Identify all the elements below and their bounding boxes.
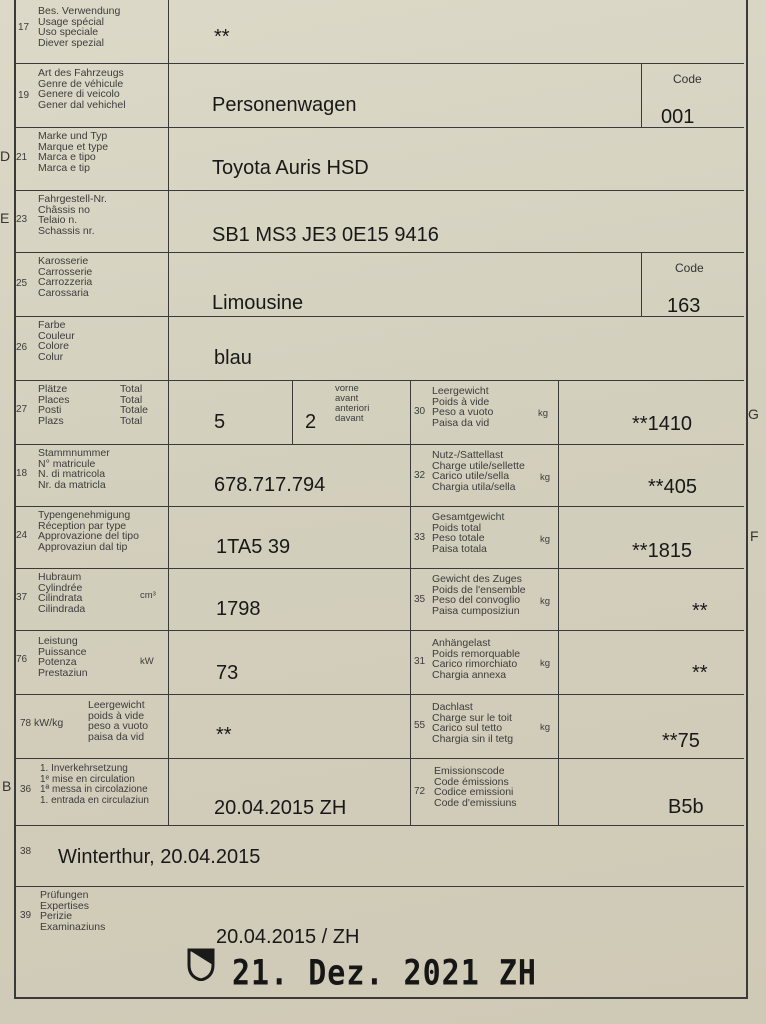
section-letter: G <box>748 406 759 422</box>
roof-load-value: **75 <box>662 730 700 752</box>
field-number: 24 <box>16 530 28 541</box>
row-divider <box>16 568 744 569</box>
power-value: 73 <box>216 662 239 684</box>
code-label: Code <box>673 72 702 86</box>
field-label-master-number: Stammnummer N° matricule N. di matricola Nr. da matricla <box>38 447 110 491</box>
code-label: Code <box>675 261 704 275</box>
row-divider <box>16 886 744 887</box>
field-number: 27 <box>16 404 28 415</box>
field-number: 21 <box>16 152 28 163</box>
first-registration-value: 20.04.2015 ZH <box>214 797 347 819</box>
code-column-divider <box>641 252 642 316</box>
kw-per-kg-label: kW/kg <box>34 717 64 729</box>
field-label-body: Karosserie Carrosserie Carrozzeria Carossaria <box>38 255 93 299</box>
field-label-emission-code: Emissionscode Code émissions Codice emissioni Code d'emissiuns <box>434 765 517 809</box>
color-value: blau <box>214 347 252 369</box>
field-label-train-weight: Gewicht des Zuges Poids de l'ensemble Peso del convoglio Paisa cumposiziun <box>432 573 526 617</box>
power-to-weight-value: ** <box>216 724 232 746</box>
field-label-payload: Nutz-/Sattellast Charge utile/sellette Carico utile/sella Chargia utila/sella <box>432 449 525 493</box>
seats-total-value: 5 <box>214 411 226 433</box>
field-number: 36 <box>20 784 32 795</box>
seats-divider <box>292 380 293 444</box>
make-model-value: Toyota Auris HSD <box>212 157 369 179</box>
field-label-first-registration: 1. Inverkehrsetzung 1ᵉ mise en circulation 1ª messa in circolazione 1. entrada en circulaziun <box>40 763 149 806</box>
unit-kg: kg <box>538 408 549 419</box>
vehicle-type-code: 001 <box>661 106 695 128</box>
unit-kg: kg <box>540 472 551 483</box>
section-letter: F <box>750 528 759 544</box>
row-divider <box>16 506 744 507</box>
row-divider <box>16 694 744 695</box>
field-number: 19 <box>18 90 30 101</box>
unit-kg: kg <box>540 722 551 733</box>
towing-load-value: ** <box>692 662 708 684</box>
inspection-stamp: 21. Dez. 2021 ZH <box>232 953 537 994</box>
field-label-color: Farbe Couleur Colore Colur <box>38 319 75 363</box>
body-code: 163 <box>667 295 701 317</box>
payload-value: **405 <box>648 476 697 498</box>
canton-shield-icon <box>186 947 216 981</box>
vehicle-type-value: Personenwagen <box>212 94 357 116</box>
unit-kw: kW <box>140 656 154 667</box>
field-label-usage: Bes. Verwendung Usage spécial Uso speciale Diever spezial <box>38 5 121 49</box>
usage-value: ** <box>214 26 230 48</box>
field-label-inspections: Prüfungen Expertises Perizie Examinaziuns <box>40 889 106 933</box>
row-divider <box>16 630 744 631</box>
body-value: Limousine <box>212 292 304 314</box>
field-label-curb-weight: Leergewicht Poids à vide Peso a vuoto Paisa da vid <box>432 385 494 429</box>
field-label-roof-load: Dachlast Charge sur le toit Carico sul tetto Chargia sin il tetg <box>432 701 514 745</box>
seats-front-value: 2 <box>305 411 317 433</box>
label-column-divider <box>168 0 169 825</box>
field-number: 33 <box>414 532 426 543</box>
row-divider <box>16 127 744 128</box>
field-label-displacement: Hubraum Cylindrée Cilindrata Cilindrada <box>38 571 86 615</box>
field-number: 32 <box>414 470 426 481</box>
unit-kg: kg <box>540 658 551 669</box>
gross-weight-value: **1815 <box>632 540 693 562</box>
field-number: 78 <box>20 718 32 729</box>
section-letter: B <box>2 778 12 794</box>
type-approval-value: 1TA5 39 <box>216 536 291 558</box>
chassis-number-value: SB1 MS3 JE3 0E15 9416 <box>212 224 439 246</box>
field-number: 39 <box>20 910 32 921</box>
field-label-type-approval: Typengenehmigung Réception par type Approvazione del tipo Approvaziun dal tip <box>38 509 139 553</box>
field-number: 55 <box>414 720 426 731</box>
row-divider <box>16 252 744 253</box>
field-label-gross-weight: Gesamtgewicht Poids total Peso totale Paisa totala <box>432 511 505 555</box>
master-number-value: 678.717.794 <box>214 474 326 496</box>
field-number: 31 <box>414 656 426 667</box>
seats-total-label: Total Total Totale Total <box>120 383 149 427</box>
field-number: 26 <box>16 342 28 353</box>
unit-kg: kg <box>540 596 551 607</box>
code-column-divider <box>641 63 642 127</box>
field-number: 35 <box>414 594 426 605</box>
field-label-vehicle-type: Art des Fahrzeugs Genre de véhicule Genere di veicolo Gener dal vehichel <box>38 67 126 111</box>
row-divider <box>16 758 744 759</box>
field-number: 30 <box>414 406 426 417</box>
train-weight-value: ** <box>692 600 708 622</box>
row-divider <box>16 380 744 381</box>
row-divider <box>16 190 744 191</box>
field-number: 37 <box>16 592 28 603</box>
field-label-chassis: Fahrgestell-Nr. Châssis no Telaio n. Schassis nr. <box>38 193 107 237</box>
seats-front-label: vorne avant anteriori davant <box>335 383 370 424</box>
field-number: 76 <box>16 654 28 665</box>
unit-kg: kg <box>540 534 551 545</box>
field-number: 23 <box>16 214 28 225</box>
field-number: 17 <box>18 22 30 33</box>
field-number: 38 <box>20 846 32 857</box>
place-date-value: Winterthur, 20.04.2015 <box>58 846 261 868</box>
field-label-seats: Plätze Places Posti Plazs <box>38 383 70 427</box>
row-divider <box>16 63 744 64</box>
displacement-value: 1798 <box>216 598 261 620</box>
field-label-towing-load: Anhängelast Poids remorquable Carico rimorchiato Chargia annexa <box>432 637 521 681</box>
right-value-divider <box>558 380 559 825</box>
field-label-power: Leistung Puissance Potenza Prestaziun <box>38 635 88 679</box>
field-number: 25 <box>16 278 28 289</box>
row-divider <box>16 444 744 445</box>
curb-weight-value: **1410 <box>632 413 693 435</box>
section-letter: E <box>0 210 10 226</box>
field-label-power-to-weight: Leergewicht poids à vide peso a vuoto paisa da vid <box>88 699 149 743</box>
row-divider <box>16 825 744 826</box>
section-letter: D <box>0 148 11 164</box>
middle-column-divider <box>410 380 411 825</box>
field-number: 18 <box>16 468 28 479</box>
row-divider <box>16 316 744 317</box>
field-number: 72 <box>414 786 426 797</box>
field-label-make-model: Marke und Typ Marque et type Marca e tipo Marca e tip <box>38 130 109 174</box>
inspection-value: 20.04.2015 / ZH <box>216 926 360 948</box>
emission-code-value: B5b <box>668 796 704 818</box>
unit-cm3: cm³ <box>140 590 156 601</box>
